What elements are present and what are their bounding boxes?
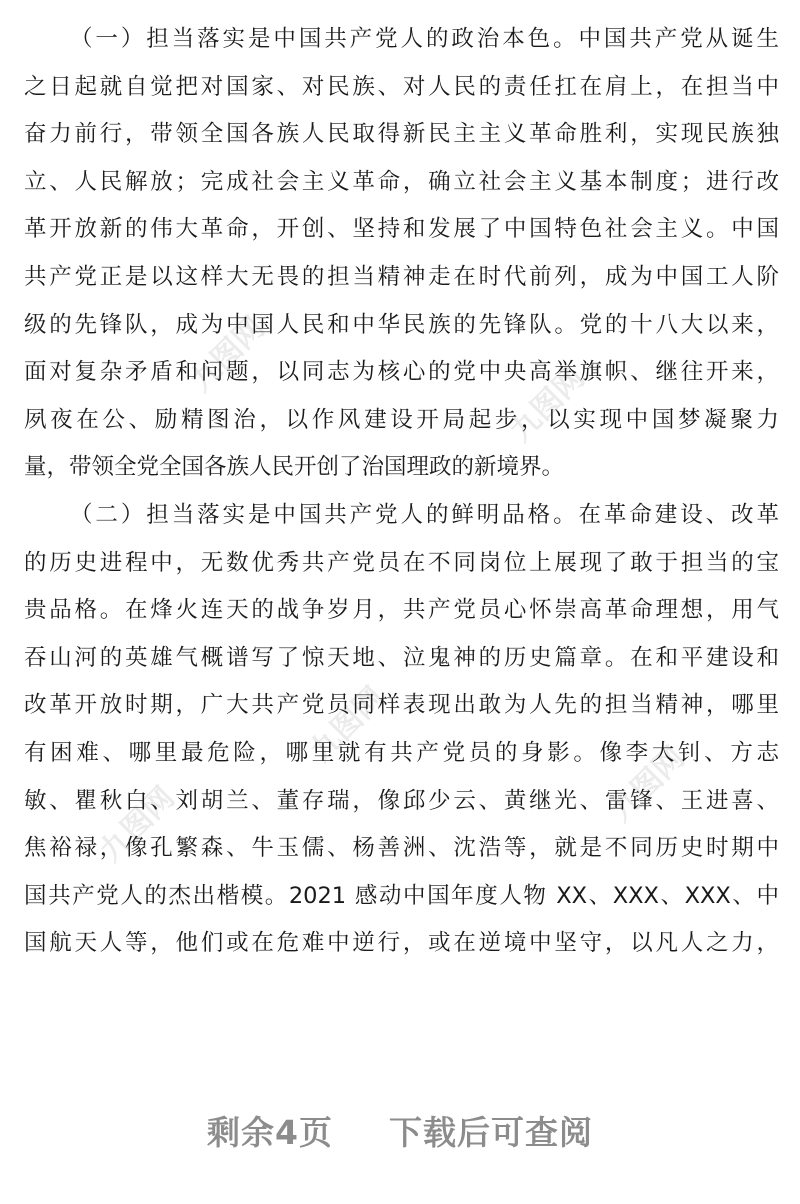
text-line: 国航天人等，他们或在危难中逆行，或在逆境中坚守，以凡人之力， [24, 930, 779, 957]
text-line: 立、人民解放；完成社会主义革命，确立社会主义基本制度；进行改 [24, 168, 779, 195]
text-line: 共产党正是以这样大无畏的担当精神走在时代前列，成为中国工人阶 [24, 263, 779, 290]
text-line: 夙夜在公、励精图治，以作风建设开局起步，以实现中国梦凝聚力 [24, 406, 779, 433]
text-line: 有困难、哪里最危险，哪里就有共产党员的身影。像李大钊、方志 [24, 739, 779, 766]
download-to-view-label[interactable]: 下载后可查阅 [388, 1112, 593, 1152]
text-line: 贵品格。在烽火连天的战争岁月，共产党员心怀崇高革命理想，用气 [24, 597, 779, 624]
watermark: 九图网 [503, 360, 592, 449]
text-line: 级的先锋队，成为中国人民和中华民族的先锋队。党的十八大以来， [24, 311, 779, 338]
text-line: 量，带领全党全国各族人民开创了治国理政的新境界。 [24, 454, 565, 481]
text-line: 面对复杂矛盾和问题，以同志为核心的党中央高举旗帜、继往开来， [24, 359, 779, 386]
watermark: 九图网 [603, 740, 692, 829]
text-line: 奋力前行，带领全国各族人民取得新民主主义革命胜利，实现民族独 [24, 121, 779, 148]
watermark: 九图网 [93, 780, 182, 869]
watermark: 九图网 [303, 680, 392, 769]
text-line: 革开放新的伟大革命，开创、坚持和发展了中国特色社会主义。中国 [24, 216, 779, 243]
text-line: 之日起就自觉把对国家、对民族、对人民的责任扛在肩上，在担当中 [24, 73, 779, 100]
download-banner[interactable] [0, 1100, 800, 1160]
text-line: 吞山河的英雄气概谱写了惊天地、泣鬼神的历史篇章。在和平建设和 [24, 644, 779, 671]
text-line: （一）担当落实是中国共产党人的政治本色。中国共产党从诞生 [70, 26, 779, 52]
watermark: 九图网 [183, 310, 272, 399]
text-line: （二）担当落实是中国共产党人的鲜明品格。在革命建设、改革 [70, 501, 779, 528]
remaining-pages-label[interactable]: 剩余4页 [207, 1112, 333, 1152]
text-line: 改革开放时期，广大共产党员同样表现出敢为人先的担当精神，哪里 [24, 692, 779, 719]
text-line: 的历史进程中，无数优秀共产党员在不同岗位上展现了敢于担当的宝 [24, 549, 779, 576]
document-body [24, 16, 779, 968]
text-line: 国共产党人的杰出楷模。2021 感动中国年度人物 XX、XXX、XXX、中 [24, 882, 779, 909]
text-line: 敏、瞿秋白、刘胡兰、董存瑞，像邱少云、黄继光、雷锋、王进喜、 [24, 787, 779, 814]
text-line: 焦裕禄，像孔繁森、牛玉儒、杨善洲、沈浩等，就是不同历史时期中 [24, 835, 779, 862]
